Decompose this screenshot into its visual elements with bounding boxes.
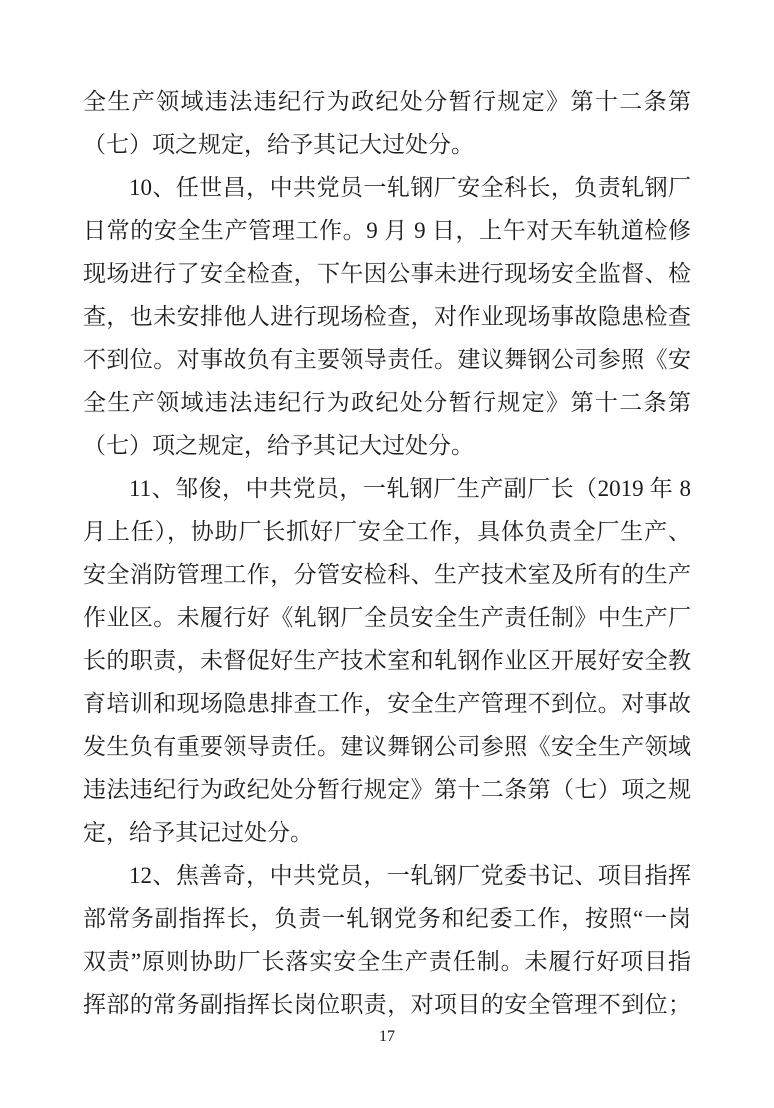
text-line: 双责”原则协助厂长落实安全生产责任制。未履行好项目指 [83,949,691,974]
text-line: 全生产领域违法违纪行为政纪处分暂行规定》第十二条第 [83,89,691,114]
document-body [83,80,691,1026]
text-line: 违法违纪行为政纪处分暂行规定》第十二条第（七）项之规 [83,777,691,802]
text-line: 挥部的常务副指挥长岗位职责，对项目的安全管理不到位； [83,992,691,1017]
text-line: 定，给予其记过处分。 [83,820,313,845]
text-line: 月上任），协助厂长抓好厂安全工作，具体负责全厂生产、 [83,519,691,544]
text-line: 部常务副指挥长，负责一轧钢党务和纪委工作，按照“一岗 [83,906,691,931]
text-line: 查，也未安排他人进行现场检查，对作业现场事故隐患检查 [83,304,691,329]
text-line: 全生产领域违法违纪行为政纪处分暂行规定》第十二条第 [83,390,691,415]
text-line: 发生负有重要领导责任。建议舞钢公司参照《安全生产领域 [83,734,691,759]
text-line: 长的职责，未督促好生产技术室和轧钢作业区开展好安全教 [83,648,691,673]
text-line: 安全消防管理工作，分管安检科、生产技术室及所有的生产 [83,562,691,587]
text-line: 不到位。对事故负有主要领导责任。建议舞钢公司参照《安 [83,347,691,372]
text-line: （七）项之规定，给予其记大过处分。 [83,132,474,157]
page-number: 17 [379,1028,395,1045]
text-line: 现场进行了安全检查，下午因公事未进行现场安全监督、检 [83,261,691,286]
text-line: 10、任世昌，中共党员一轧钢厂安全科长，负责轧钢厂 [129,175,691,200]
text-line: 日常的安全生产管理工作。9 月 9 日，上午对天车轨道检修 [83,218,691,243]
text-line: （七）项之规定，给予其记大过处分。 [83,433,474,458]
text-line: 12、焦善奇，中共党员，一轧钢厂党委书记、项目指挥 [129,863,691,888]
text-line: 作业区。未履行好《轧钢厂全员安全生产责任制》中生产厂 [83,605,691,630]
text-line: 11、邹俊，中共党员，一轧钢厂生产副厂长（2019 年 8 [129,476,691,501]
text-line: 育培训和现场隐患排查工作，安全生产管理不到位。对事故 [83,691,691,716]
